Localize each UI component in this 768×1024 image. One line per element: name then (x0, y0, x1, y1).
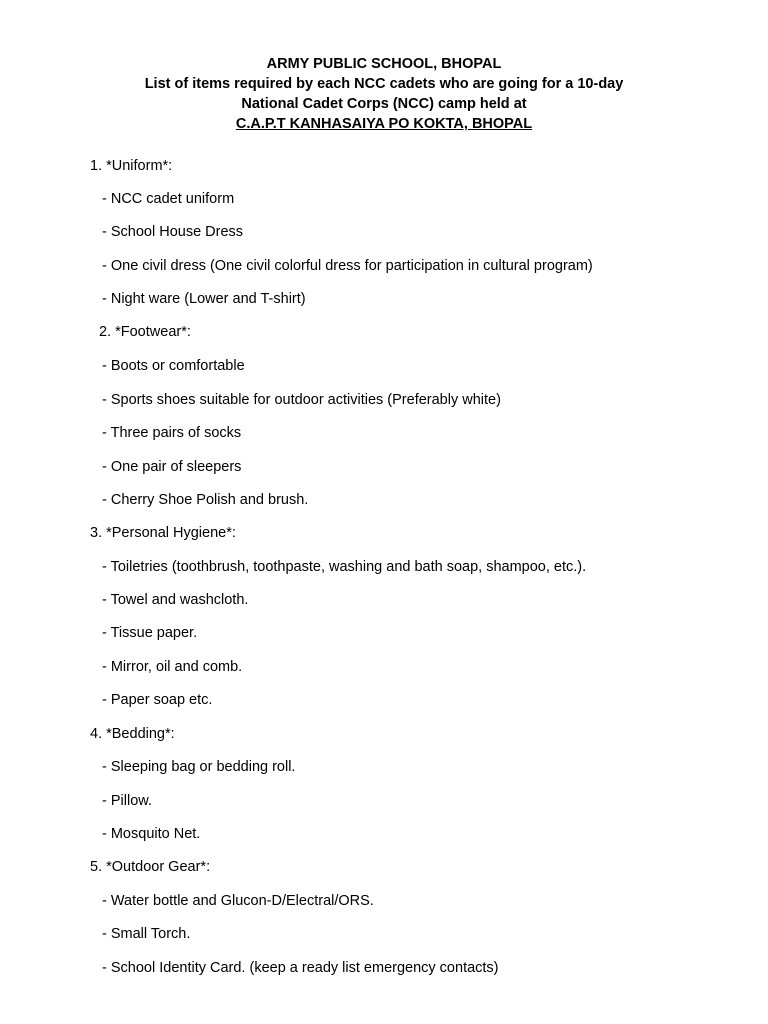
section-title-personal-hygiene: 3. *Personal Hygiene*: (90, 525, 236, 541)
list-item: - Mirror, oil and comb. (102, 659, 243, 675)
list-item: - School House Dress (102, 224, 244, 240)
list-description: List of items required by each NCC cadets who are going for a 10-day (144, 76, 624, 92)
section-title-bedding: 4. *Bedding*: (90, 726, 175, 742)
list-item: - Three pairs of socks (102, 425, 242, 441)
list-item: - Water bottle and Glucon-D/Electral/ORS. (102, 893, 374, 909)
list-item: - Boots or comfortable (102, 358, 245, 374)
list-item: - One civil dress (One civil colorful dress for participation in cultural program) (102, 258, 593, 274)
list-item: - School Identity Card. (keep a ready list emergency contacts) (102, 960, 499, 976)
list-item: - Toiletries (toothbrush, toothpaste, washing and bath soap, shampoo, etc.). (102, 559, 587, 575)
camp-description: National Cadet Corps (NCC) camp held at (241, 96, 527, 112)
list-item: - Cherry Shoe Polish and brush. (102, 492, 309, 508)
list-item: - Paper soap etc. (102, 692, 213, 708)
school-name: ARMY PUBLIC SCHOOL, BHOPAL (266, 56, 502, 72)
list-item: - Mosquito Net. (102, 826, 201, 842)
list-item: - NCC cadet uniform (102, 191, 235, 207)
list-item: - Sleeping bag or bedding roll. (102, 759, 296, 775)
list-item: - Night ware (Lower and T-shirt) (102, 291, 306, 307)
list-item: - Small Torch. (102, 926, 191, 942)
section-title-outdoor-gear: 5. *Outdoor Gear*: (90, 859, 211, 875)
list-item: - Tissue paper. (102, 625, 198, 641)
list-item: - One pair of sleepers (102, 459, 242, 475)
section-title-uniform: 1. *Uniform*: (90, 158, 173, 174)
list-item: - Sports shoes suitable for outdoor activities (Preferably white) (102, 392, 501, 408)
camp-location: C.A.P.T KANHASAIYA PO KOKTA, BHOPAL (235, 116, 533, 132)
list-item: - Pillow. (102, 793, 152, 809)
document-header (0, 54, 768, 134)
list-item: - Towel and washcloth. (102, 592, 249, 608)
section-title-footwear: 2. *Footwear*: (99, 324, 191, 340)
